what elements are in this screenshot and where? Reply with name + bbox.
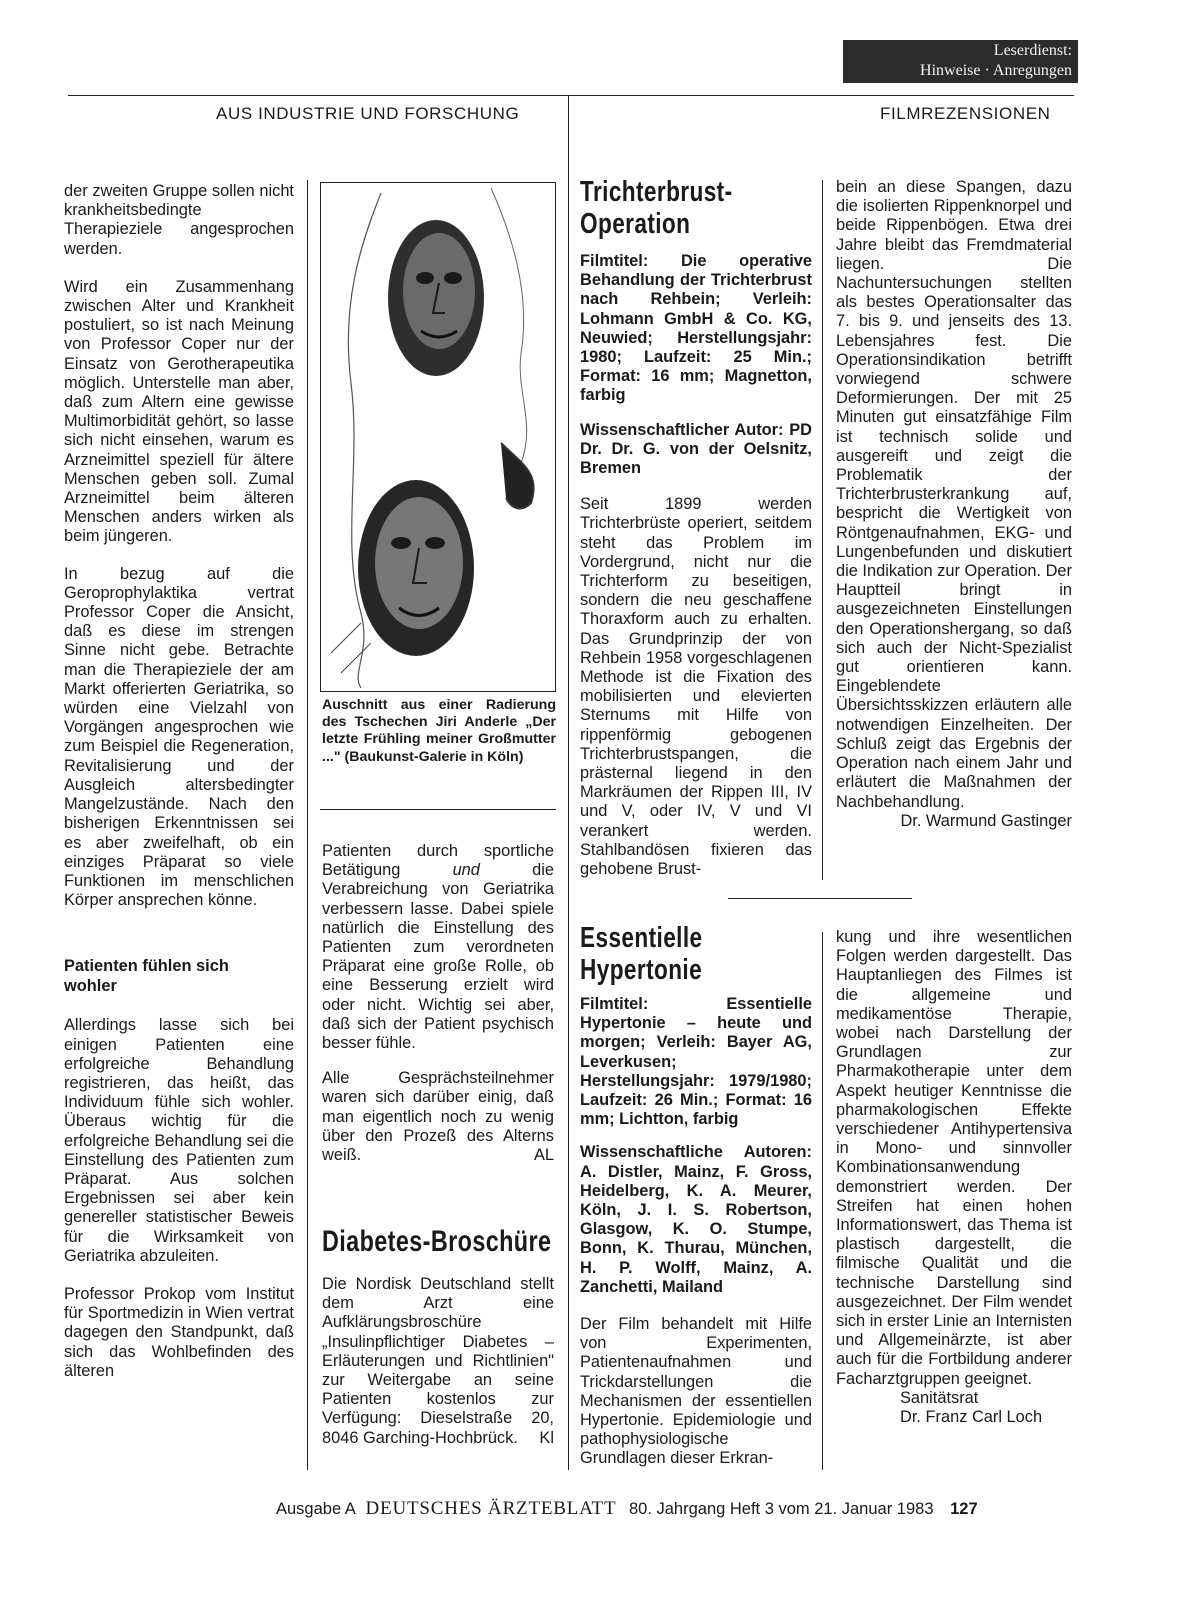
heading-line: Hypertonie	[580, 954, 703, 986]
paragraph: Allerdings lasse sich bei einigen Patienten eine erfolgreiche Behandlung registrieren, das heißt, das Individuum fühle sich wohler. Überaus wichtig für die erfolgreiche Behandlung sei die Einstellung des Patienten zum Präparat. Aus solchen Ergebnissen sei aber kein genereller statistischer Beweis für die Wirksamkeit von Geriatrika abzuleiten.	[64, 1016, 294, 1265]
text-run: Die Nordisk Deutschland stellt dem Arzt eine Aufklärungsbroschüre „Insulinpflichtiger Diabetes – Erläuterungen und Richtlinien" zur Weitergabe an seine Patienten kostenlos zur Verfügung: Dieselstraße 20, 8046 Garching-Hochbrück.	[322, 1275, 554, 1447]
reviewer-signature: Dr. Franz Carl Loch	[900, 1408, 1043, 1427]
section-title-right: FILMREZENSIONEN	[880, 104, 1051, 123]
paragraph: Wird ein Zusammenhang zwischen Alter und Krankheit postuliert, so ist nach Meinung von Professor Coper nur der Einsatz von Gerotherapeutika möglich. Unterstelle man aber, daß zum Altern eine gewisse Multimorbidität gehört, so lasse sich nicht einsehen, warum es Arzneimittel speziell für ältere Menschen geben soll. Zumal Arzneimittel beim älteren Menschen anders wirken als beim jüngeren.	[64, 277, 294, 546]
paragraph: bein an diese Spangen, dazu die isolierten Rippenknorpel und beide Rippenbögen. Etwa drei Jahre bleibt das Fremdmaterial liegen. Die Nachuntersuchungen stellten als bestes Operationsalter das 7. bis 9. und jenseits des 13. Lebensjahres fest. Die Operationsindikation betrifft vorwiegend schwere Deformierungen. Der mit 25 Minuten gut einsatzfähige Film ist technisch solide und ausgereift und zeigt die Problematik der Trichterbrusterkrankung auf, bespricht die Wertigkeit von Röntgenaufnahmen, EKG- und Lungenbefunden und diskutiert die Indikation zur Operation. Der Hauptteil bringt in ausgezeichneten Einstellungen den Operationshergang, so daß sich auch der Nicht-Spezialist gut orientieren kann. Eingeblendete Übersichtsskizzen erläutern alle notwendigen Einzelheiten. Der Schluß zeigt das Ergebnis der Operation nach einem Jahr und erläutert die Maßnahmen der Nachbehandlung.	[836, 178, 1072, 811]
etching-illustration	[320, 182, 556, 692]
issue-info: 80. Jahrgang Heft 3 vom 21. Januar 1983	[628, 1500, 934, 1518]
paragraph	[322, 1275, 554, 1448]
paragraph: kung und ihre wesentlichen Folgen werden dargestellt. Das Hauptanliegen des Filmes ist die allgemeine und medikamentöse Therapie, wobei nach Darstellung der Grundlagen zur Pharmakotherapie unter dem Aspekt heutiger Kenntnisse die pharmakologischen Effekte verschiedener Antihypertensiva in Mono- und sinnvoller Kombinationsanwendung demonstriert werden. Der Streifen hat einen hohen Informationswert, das Thema ist plastisch dargestellt, die filmische Qualität und die technische Darstellung sind ausgezeichnet. Der Film wendet sich in erster Linie an Internisten und Allgemeinärzte, ist aber auch für die Fortbildung anderer Facharztgruppen geeignet.	[836, 928, 1072, 1388]
column-3	[580, 252, 812, 898]
paragraph: In bezug auf die Geroprophylaktika vertrat Professor Coper die Ansicht, daß es diese im strengen Sinne nicht gebe. Betrachte man die Therapieziele der am Markt offerierten Geriatrika, so würden eine Vielzahl von Vorgängen angesprochen wie zum Beispiel die Regeneration, Revitalisierung und der Ausgleich altersbedingter Mangelzustände. Nach den bisherigen Erkenntnissen sei es aber zweifelhaft, ob ein einziges Präparat so viele Funktionen im menschlichen Körper ansprechen könne.	[64, 564, 294, 910]
text-run: Alle Gesprächsteilnehmer waren sich darüber einig, daß man eigentlich noch zu wenig über den Prozeß des Alterns weiß.	[322, 1069, 554, 1165]
reviewer-title: Sanitätsrat	[900, 1388, 979, 1407]
paragraph: Professor Prokop vom Institut für Sportmedizin in Wien vertrat dagegen den Standpunkt, daß sich das Wohlbefinden des älteren	[64, 1284, 294, 1380]
column-4-lower	[836, 928, 1072, 1427]
column-rule-3b	[822, 932, 823, 1470]
top-rule	[68, 95, 1074, 96]
column-3-lower	[580, 995, 812, 1488]
film-credits: Filmtitel: Essentielle Hypertonie – heute und morgen; Verleih: Bayer AG, Leverkusen; Herstellungsjahr: 1979/1980; Laufzeit: 26 Min.; Format: 16 mm; Lichtton, farbig	[580, 995, 812, 1129]
paragraph: Seit 1899 werden Trichterbrüste operiert, seitdem steht das Problem im Vordergrund, nicht nur die Trichterform zu beseitigen, sondern die neu geschaffene Thoraxform auch zu erhalten. Das Grundprinzip der von Rehbein 1958 vorgeschlagenen Methode ist die Fixation des mobilisierten und elevierten Sternums mit Hilfe von rippenförmig gebogenen Trichterbrustspangen, die prästernal liegend in den Markräumen der Rippen III, IV und V, oder IV, V und VI verankert werden. Stahlbandösen fixieren das gehobene Brust-	[580, 495, 812, 879]
text-run: die Verabreichung von Geriatrika verbessern lasse. Dabei spiele natürlich die Einstellung des Patienten zum verordneten Präparat eine große Rolle, ob eine Besserung erzielt wird oder nicht. Wichtig sei aber, daß sich der Patient psychisch besser fühle.	[322, 861, 554, 1053]
film-credits: Filmtitel: Die operative Behandlung der Trichterbrust nach Rehbein; Verleih: Lohmann GmbH & Co. KG, Neuwied; Herstellungsjahr: 1980; Laufzeit: 25 Min.; Format: 16 mm; Magnetton, farbig	[580, 252, 812, 405]
emphasis: und	[452, 861, 480, 880]
etching-icon	[321, 183, 555, 691]
column-2-lower	[322, 1275, 554, 1467]
section-divider	[568, 95, 569, 1470]
journal-name: DEUTSCHES ÄRZTEBLATT	[365, 1498, 617, 1519]
film-heading-2	[580, 922, 702, 986]
image-caption: Auschnitt aus einer Radierung des Tschechen Jiri Anderle „Der letzte Frühling meiner Großmutter ..." (Baukunst-Galerie in Köln)	[322, 697, 556, 765]
film-author: Wissenschaftlicher Autor: PD Dr. Dr. G. von der Oelsnitz, Bremen	[580, 420, 812, 478]
paragraph	[322, 1069, 554, 1165]
reader-service-badge	[843, 40, 1078, 83]
author-initials: AL	[533, 1146, 554, 1165]
film-heading-1	[580, 176, 733, 240]
caption-rule	[320, 809, 556, 810]
column-1	[64, 182, 294, 1400]
paragraph: der zweiten Gruppe sollen nicht krankheitsbedingte Therapieziele angesprochen werden.	[64, 182, 294, 258]
column-2	[322, 842, 554, 1184]
heading-line: Operation	[580, 208, 691, 240]
reviewer-signature: Dr. Warmund Gastinger	[900, 811, 1072, 830]
page-number: 127	[950, 1500, 978, 1518]
heading-line: Trichterbrust-	[580, 176, 733, 208]
column-rule-3a	[822, 180, 823, 880]
badge-line-2: Hinweise · Anregungen	[920, 62, 1072, 79]
author-initials: Kl	[539, 1428, 554, 1447]
edition-label: Ausgabe A	[276, 1500, 355, 1518]
film-author: Wissenschaftliche Autoren: A. Distler, Mainz, F. Gross, Heidelberg, K. A. Meurer, Köln, J. I. S. Robertson, Glasgow, K. O. Stumpe, Bonn, K. Thurau, München, H. P. Wolff, Mainz, A. Zanchetti, Mailand	[580, 1143, 812, 1296]
subheading: Patienten fühlen sich wohler	[64, 957, 229, 996]
section-title-left: AUS INDUSTRIE UND FORSCHUNG	[216, 104, 520, 123]
paragraph: Der Film behandelt mit Hilfe von Experimenten, Patientenaufnahmen und Trickdarstellungen die Mechanismen der essentiellen Hypertonie. Epidemiologie und pathophysiologische Grundlagen dieser Erkran-	[580, 1315, 812, 1468]
text-run: Patienten durch sportliche Betätigung	[322, 842, 554, 880]
article-heading: Diabetes-Broschüre	[322, 1225, 552, 1258]
column-rule-1	[307, 180, 308, 1470]
paragraph	[322, 842, 554, 1053]
heading-line: Essentielle	[580, 922, 703, 954]
badge-line-1: Leserdienst:	[993, 42, 1072, 59]
page-footer	[276, 1498, 978, 1520]
column-4	[836, 178, 1072, 831]
